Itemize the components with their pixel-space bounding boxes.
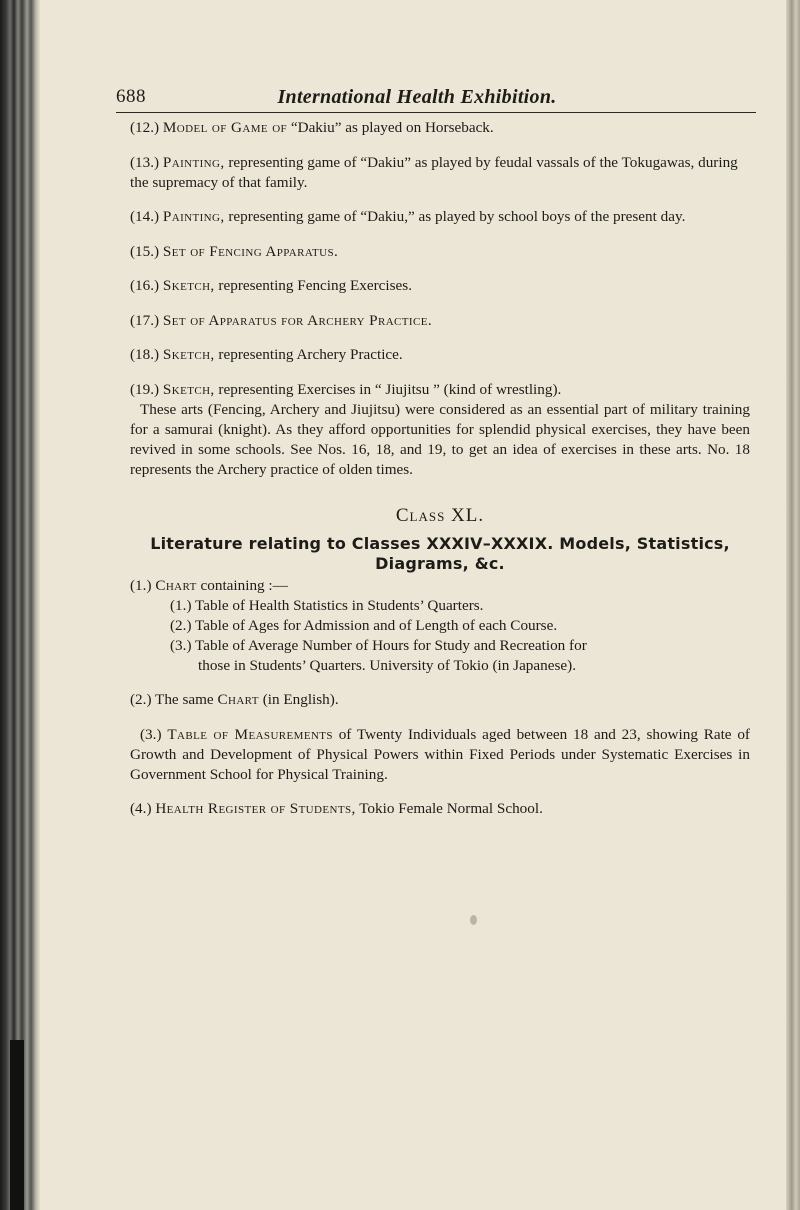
header-rule [116, 112, 756, 113]
list-item: (18.) Sketch, representing Archery Practice. [130, 346, 403, 363]
list-item: (15.) Set of Fencing Apparatus. [130, 242, 339, 260]
book-spine [0, 0, 40, 1210]
class-heading: Class XL. [395, 504, 485, 526]
page-body [130, 118, 750, 819]
list-item-table: (3.) Table of Measurements of Twenty Individuals aged between 18 and 23, showing Rate of Growth and Development of Physical Powers within Fixed Periods under Systematic Exercises in Government School for Physical Training. [130, 725, 750, 783]
list-item: (19.) Sketch, representing Exercises in “ Jiujitsu ” (kind of wrestling). [130, 380, 562, 398]
running-title: International Health Exhibition. [277, 86, 557, 108]
chart-subitems [170, 596, 750, 676]
paper-blemish [470, 915, 477, 925]
list-item: (16.) Sketch, representing Fencing Exercises. [130, 277, 412, 294]
page-number: 688 [116, 86, 146, 107]
sub-list-item-continuation: those in Students’ Quarters. University of Tokio (in Japanese). [198, 656, 576, 674]
list-item: (13.) Painting, representing game of “Dakiu” as played by feudal vassals of the Tokugawas, during the supremacy of that family. [130, 153, 738, 191]
sub-list-item: (2.) Table of Ages for Admission and of Length of each Course. [170, 616, 558, 634]
note-paragraph: These arts (Fencing, Archery and Jiujitsu) were considered as an essential part of military training for a samurai (knight). As they afford opportunities for splendid physical exercises, they have been revived in some schools. See Nos. 16, 18, and 19, to get an idea of exercises in these arts. No. 18 represents the Archery practice of olden times. [130, 400, 750, 478]
list-item: (14.) Painting, representing game of “Dakiu,” as played by school boys of the present day. [130, 208, 686, 225]
list-item-chart: (1.) Chart containing :— [130, 576, 288, 594]
list-item: (12.) Model of Game of “Dakiu” as played on Horseback. [130, 119, 494, 136]
sub-list-item: (3.) Table of Average Number of Hours for Study and Recreation for [170, 636, 587, 654]
literature-heading: Literature relating to Classes XXXIV–XXXIX. Models, Statistics, Diagrams, &c. [150, 533, 730, 573]
page-edge [786, 0, 800, 1210]
list-item: (17.) Set of Apparatus for Archery Practice. [130, 311, 433, 329]
list-item-same-chart: (2.) The same Chart (in English). [130, 691, 339, 708]
sub-list-item: (1.) Table of Health Statistics in Students’ Quarters. [170, 596, 484, 614]
running-header [72, 86, 762, 110]
list-item-register: (4.) Health Register of Students, Tokio Female Normal School. [130, 800, 543, 817]
